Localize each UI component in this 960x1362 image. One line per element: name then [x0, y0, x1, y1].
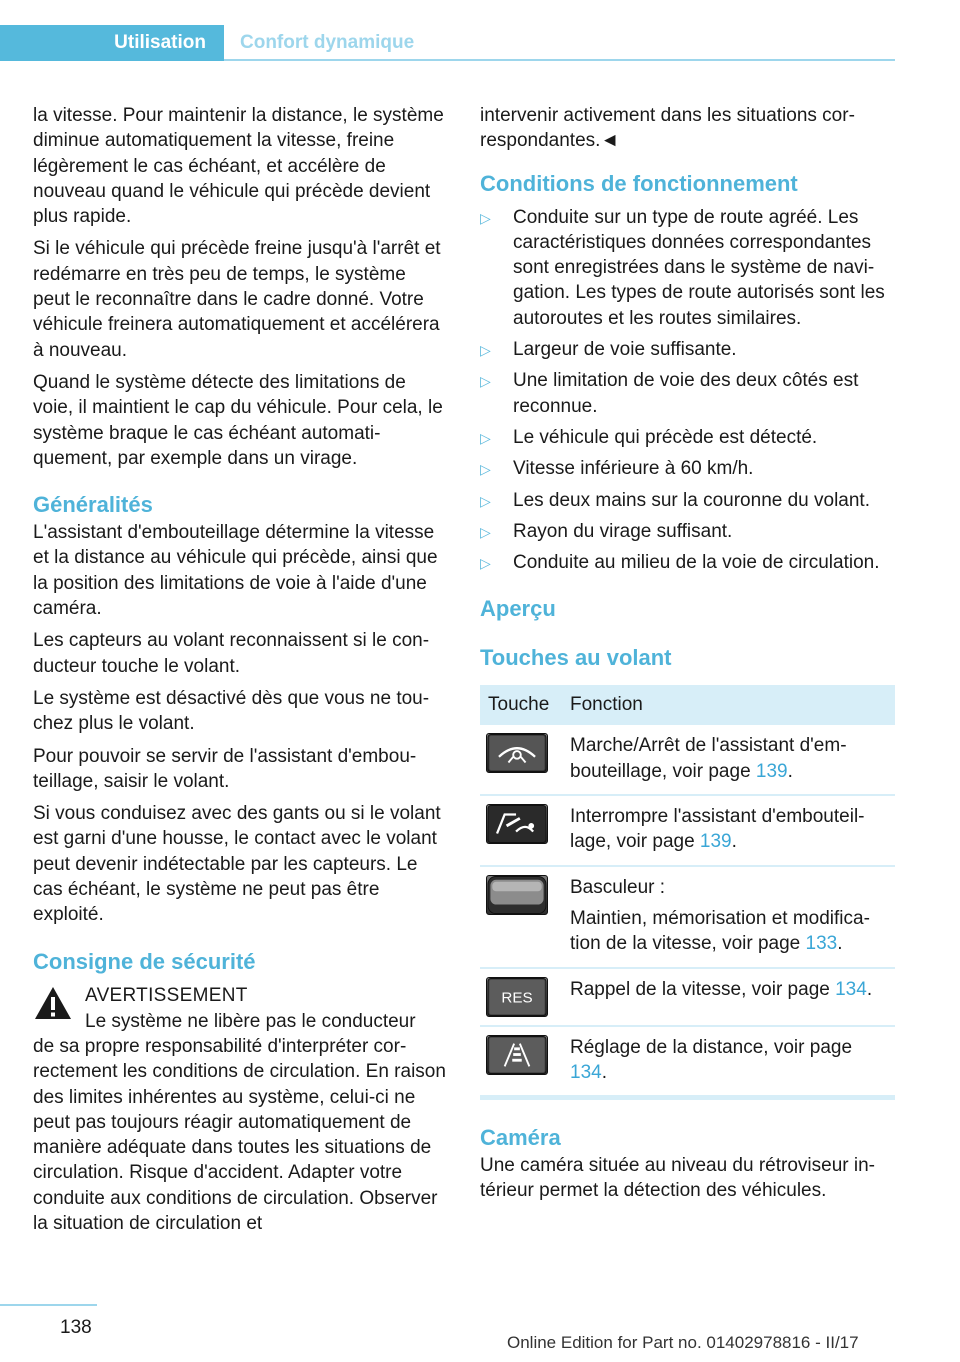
function-cell: Interrompre l'assistant d'embouteillage, voir page 139. — [562, 795, 895, 866]
list-item: ▷ Une limitation de voie des deux côtés est reconnue. — [480, 370, 859, 417]
page-number: 138 — [60, 1317, 92, 1338]
paragraph: Quand le système détecte des limitations de voie, il maintient le cap du véhicule. Pour cela, le système braque le cas échéant automatiquement, par exemple dans un virage. — [33, 371, 443, 469]
triangle-bullet-icon: ▷ — [480, 209, 491, 226]
distance-button-icon — [486, 1035, 548, 1075]
table-row — [480, 795, 895, 866]
list-item: ▷ Rayon du virage suffisant. — [480, 519, 895, 544]
paragraph: Pour pouvoir se servir de l'assistant d'embouteillage, saisir le volant. — [33, 745, 417, 792]
triangle-bullet-icon: ▷ — [480, 523, 491, 540]
heading-conditions-fonctionnement: Conditions de fonctionnement — [480, 170, 798, 196]
page-link[interactable]: 139 — [699, 831, 732, 853]
warning-block — [33, 983, 448, 1237]
triangle-bullet-icon: ▷ — [480, 461, 491, 478]
interrupt-assist-button-icon — [486, 804, 548, 844]
svg-text:RES: RES — [501, 989, 533, 1007]
paragraph: Si vous conduisez avec des gants ou si le volant est garni d'une housse, le contact avec le volant peut devenir indétectable par les capteurs. Le cas échéant, le système ne peut pas être exploité. — [33, 803, 441, 926]
table-row — [480, 866, 895, 968]
warning-title: AVERTISSEMENT — [85, 984, 248, 1006]
function-cell: Réglage de la distance, voir page 134. — [562, 1026, 895, 1098]
section-tab-utilisation: Utilisation — [0, 25, 224, 61]
table-row — [480, 725, 895, 795]
column-header-fonction: Fonction — [562, 685, 895, 725]
triangle-bullet-icon: ▷ — [480, 492, 491, 509]
table-row — [480, 1026, 895, 1098]
page-link[interactable]: 139 — [755, 760, 788, 782]
warning-text: Le système ne libère pas le conducteur — [85, 1010, 416, 1032]
heading-consigne-securite: Consigne de sécurité — [33, 948, 256, 974]
function-cell: Marche/Arrêt de l'assistant d'embouteillage, voir page 139. — [562, 725, 895, 795]
list-item: ▷ Conduite sur un type de route agréé. Les caractéristiques données correspondantes sont enregistrées dans le système de navigation. Les types de route autorisés sont les autoroutes et les routes similaires. — [480, 206, 885, 329]
heading-touches-volant: Touches au volant — [480, 645, 672, 671]
paragraph: Si le véhicule qui précède freine jusqu'à l'arrêt et redémarre en très peu de temps, le système peut le reconnaître dans le cadre donné. Votre véhicule freinera automatiquement et accélérera à nouveau. — [33, 238, 441, 361]
paragraph: Les capteurs au volant reconnaissent si le conducteur touche le volant. — [33, 630, 430, 677]
rocker-switch-icon — [486, 875, 548, 915]
table-header-row — [480, 685, 895, 725]
footer-divider — [0, 1304, 97, 1306]
page-link[interactable]: 134 — [835, 978, 867, 1000]
right-column — [480, 103, 895, 1211]
heading-apercu: Aperçu — [480, 596, 556, 622]
paragraph: intervenir activement dans les situations correspondantes.◄ — [480, 105, 855, 152]
list-item: ▷ Vitesse inférieure à 60 km/h. — [480, 456, 895, 481]
column-header-touche: Touche — [480, 685, 562, 725]
steering-buttons-table — [480, 685, 895, 1100]
paragraph: Le système est désactivé dès que vous ne touchez plus le volant. — [33, 687, 430, 735]
triangle-bullet-icon: ▷ — [480, 342, 491, 359]
section-tab-confort-dynamique: Confort dynamique — [240, 32, 415, 53]
list-item: ▷ Largeur de voie suffisante. — [480, 337, 895, 362]
page-link[interactable]: 133 — [805, 933, 838, 955]
steering-assist-button-icon — [486, 733, 548, 773]
heading-camera: Caméra — [480, 1125, 561, 1151]
table-row — [480, 968, 895, 1026]
function-cell: Rappel de la vitesse, voir page 134. — [562, 968, 895, 1026]
header-divider — [224, 59, 895, 61]
triangle-bullet-icon: ▷ — [480, 555, 491, 572]
page-header — [0, 25, 895, 61]
res-button-icon — [486, 977, 548, 1017]
paragraph: L'assistant d'embouteillage détermine la vitesse et la distance au véhicule qui précède, ainsi que la position des limitations de voie à l'aide d'une caméra. — [33, 522, 438, 620]
left-column — [33, 103, 448, 1243]
edition-note: Online Edition for Part no. 01402978816 - II/17 — [507, 1333, 859, 1352]
paragraph: la vitesse. Pour maintenir la distance, le système diminue automatiquement la vitesse, freine légèrement le cas échéant, et accélère de nouveau quand le véhicule qui précède devient plus rapide. — [33, 105, 444, 228]
list-item: ▷ Les deux mains sur la couronne du volant. — [480, 488, 895, 513]
triangle-bullet-icon: ▷ — [480, 429, 491, 446]
conditions-list — [480, 205, 895, 576]
warning-triangle-icon — [33, 985, 73, 1021]
function-cell: Basculeur : Maintien, mémorisation et modification de la vitesse, voir page 133. — [562, 866, 895, 968]
triangle-bullet-icon: ▷ — [480, 373, 491, 390]
page-link[interactable]: 134 — [570, 1061, 602, 1083]
list-item: ▷ Conduite au milieu de la voie de circulation. — [480, 550, 895, 575]
warning-text: de sa propre responsabilité d'interpréter correctement les conditions de circulation. En raison des limites inhérentes au système, celui-ci ne peut pas toujours réagir automatiquement de manière adéquate dans toutes les situations de circulation. Risque d'accident. Adapter votre conduite aux conditions de circulation. Observer la situation de circulation et — [33, 1035, 446, 1234]
paragraph: Une caméra située au niveau du rétroviseur intérieur permet la détection des véhicules. — [480, 1155, 875, 1202]
heading-generalites: Généralités — [33, 492, 153, 518]
list-item: ▷ Le véhicule qui précède est détecté. — [480, 425, 895, 450]
